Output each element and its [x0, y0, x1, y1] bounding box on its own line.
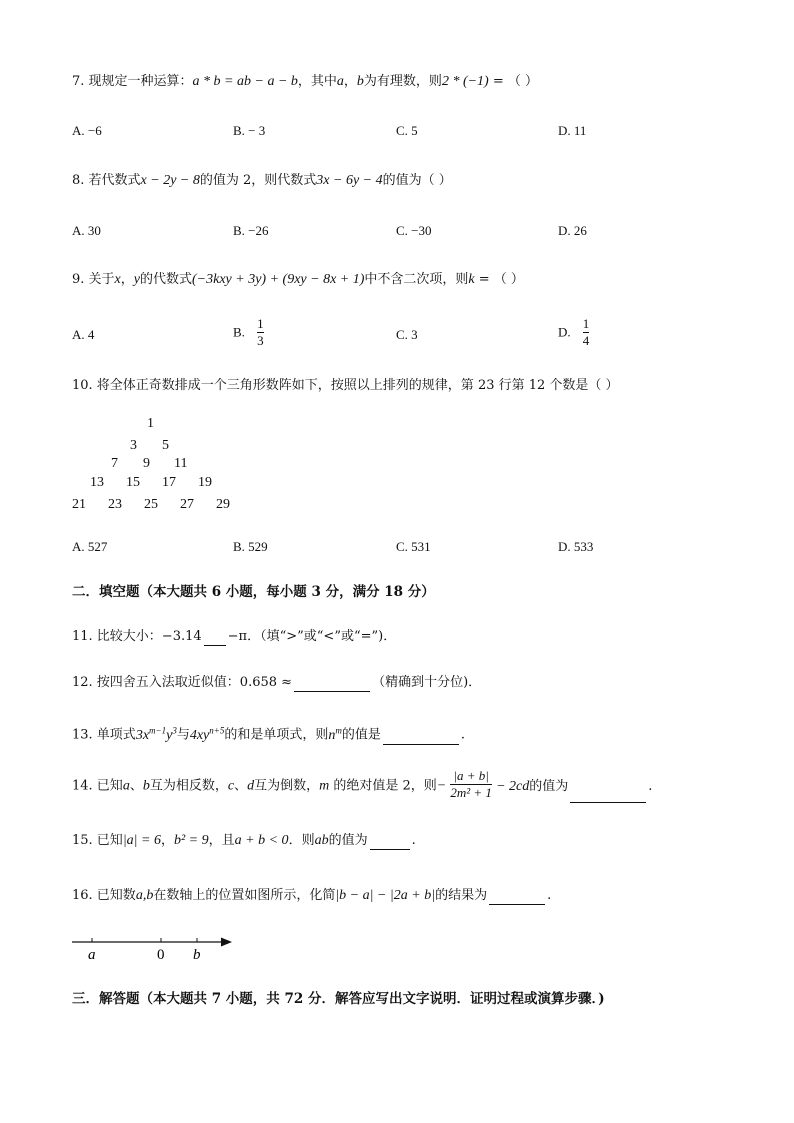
triangle-number: 19 — [198, 475, 212, 490]
q14-var-a: a — [122, 778, 130, 794]
q13-m-exp: m — [335, 725, 342, 735]
q13-text: . — [460, 727, 466, 743]
q13-m1-exp: m−1 — [149, 725, 167, 735]
q7-option-d: D. 11 — [558, 123, 587, 138]
q11-text: 11. 比较大小：−3.14 — [72, 629, 202, 644]
q16-vars: a,b — [135, 888, 154, 903]
q14-text: 、 — [129, 778, 143, 794]
q7-text: 为有理数，则 — [363, 74, 442, 89]
q9-var-k: k — [468, 272, 475, 287]
label-a: a — [88, 947, 96, 963]
q7-text: ，其中 — [297, 74, 337, 89]
triangle-row-3 — [111, 455, 187, 473]
q16-text: 16. 已知数 — [72, 888, 136, 903]
q8-expr2: 3x − 6y − 4 — [316, 173, 383, 188]
q13-m1-coef: 3x — [135, 727, 150, 743]
triangle-row-4 — [90, 474, 212, 492]
q8-option-b: B. −26 — [233, 223, 269, 238]
q8-expr1: x − 2y − 8 — [140, 173, 200, 188]
question-12 — [72, 674, 481, 692]
label-0: 0 — [157, 947, 165, 963]
triangle-number: 1 — [147, 416, 154, 431]
q14-text: 互为倒数， — [254, 778, 320, 794]
answer-blank[interactable] — [570, 788, 646, 803]
q9-var-x: x — [114, 272, 121, 287]
q16-text: 在数轴上的位置如图所示，化简 — [153, 888, 336, 903]
triangle-number: 23 — [108, 497, 122, 512]
q10-option-c: C. 531 — [396, 539, 431, 554]
fraction-denominator: 3 — [257, 333, 264, 348]
q14-fraction — [450, 768, 492, 801]
q7-var-b: b — [356, 74, 364, 89]
triangle-number: 9 — [143, 456, 150, 471]
q13-m1-yexp: 3 — [172, 725, 177, 735]
triangle-number: 17 — [162, 475, 176, 490]
q9-expr: (−3kxy + 3y) + (9xy − 8x + 1) — [192, 272, 365, 287]
q15-text: ．则 — [288, 833, 315, 848]
triangle-row-1 — [147, 415, 154, 433]
q10-option-a: A. 527 — [72, 539, 108, 554]
q13-m2-coef: 4xy — [189, 727, 210, 743]
q8-text: 的值为（ ） — [382, 173, 452, 188]
q7-text: = （ ） — [488, 74, 539, 89]
fraction-denominator: 2m² + 1 — [450, 785, 492, 800]
answer-blank[interactable] — [383, 730, 459, 745]
triangle-row-2 — [130, 437, 169, 455]
question-15 — [72, 832, 416, 850]
q14-var-d: d — [247, 778, 255, 794]
triangle-number: 29 — [216, 497, 230, 512]
q14-text: 的绝对值是 2，则 — [329, 778, 437, 794]
q13-nm — [328, 725, 342, 743]
fraction-numerator: 1 — [582, 316, 590, 331]
q15-expr-ab: ab — [314, 833, 329, 848]
q7-text: ， — [343, 74, 357, 89]
q15-text: ，且 — [208, 833, 235, 848]
q10-option-b: B. 529 — [233, 539, 268, 554]
fraction-numerator: 1 — [257, 316, 264, 331]
q12-text: 12. 按四舍五入法取近似值：0.658 ≈ — [72, 675, 293, 690]
question-10-stem: 10. 将全体正奇数排成一个三角形数阵如下，按照以上排列的规律，第 23 行第 12 个数是（ ） — [72, 378, 619, 393]
q8-text: 的值为 2，则代数式 — [199, 173, 317, 188]
q7-option-a: A. −6 — [72, 123, 102, 138]
q9-var-y: y — [133, 272, 140, 287]
q9-option-b — [233, 316, 264, 349]
q9-option-d-fraction — [583, 316, 590, 349]
answer-blank[interactable] — [489, 890, 545, 905]
q9-option-d — [558, 316, 589, 349]
q7-option-b: B. − 3 — [233, 123, 266, 138]
q9-text: 中不含二次项，则 — [364, 272, 469, 287]
question-13 — [72, 721, 465, 745]
q9-option-c: C. 3 — [396, 327, 418, 342]
q14-text: 的值为 — [529, 778, 569, 794]
label-b: b — [193, 947, 201, 963]
q16-text: . — [547, 888, 552, 903]
q16-expr: |b − a| − |2a + b| — [335, 888, 436, 903]
q9-option-b-label: B. — [233, 324, 245, 340]
triangle-number: 3 — [130, 438, 137, 453]
triangle-number: 21 — [72, 497, 86, 512]
q15-text: 15. 已知 — [72, 833, 123, 848]
q15-text: 的值为 — [328, 833, 368, 848]
fraction-denominator: 4 — [582, 333, 590, 348]
answer-blank[interactable] — [204, 631, 226, 646]
q13-monomial-2 — [189, 725, 225, 743]
q14-text: 、 — [234, 778, 248, 794]
question-9-stem — [72, 271, 524, 289]
q14-text: . — [648, 778, 653, 794]
triangle-row-5 — [72, 496, 230, 514]
number-line-figure — [66, 930, 246, 970]
q8-option-d: D. 26 — [558, 223, 587, 238]
number-line-arrow — [221, 938, 232, 947]
q8-option-c: C. −30 — [396, 223, 432, 238]
q13-m1-y: y — [166, 727, 173, 743]
section-3-title: 三．解答题（本大题共 7 小题，共 72 分．解答应写出文字说明．证明过程或演算步骤．) — [72, 991, 605, 1007]
q13-text: 的和是单项式，则 — [224, 727, 329, 743]
q13-n: n — [328, 727, 336, 743]
q9-text: = （ ） — [474, 272, 524, 287]
fraction-numerator: |a + b| — [453, 768, 489, 783]
q14-text: 14. 已知 — [72, 778, 123, 794]
q14-var-m: m — [319, 778, 330, 794]
q13-text: 13. 单项式 — [72, 727, 136, 743]
q9-text: ， — [120, 272, 134, 287]
q15-expr-b-squared: b² = 9 — [173, 833, 209, 848]
question-11 — [72, 628, 396, 646]
section-2-title: 二．填空题（本大题共 6 小题，每小题 3 分，满分 18 分） — [72, 584, 435, 600]
q7-formula: a * b = ab − a − b — [192, 74, 298, 89]
q13-text: 与 — [176, 727, 190, 743]
q10-option-d: D. 533 — [558, 539, 594, 554]
triangle-number: 7 — [111, 456, 118, 471]
q7-expr: 2 * (−1) — [441, 74, 489, 89]
q7-option-c: C. 5 — [396, 123, 418, 138]
triangle-number: 13 — [90, 475, 104, 490]
answer-blank[interactable] — [294, 677, 370, 692]
q14-tail-expr: − 2cd — [496, 778, 530, 794]
q14-var-b: b — [142, 778, 150, 794]
q9-option-b-fraction — [257, 316, 264, 349]
q13-monomial-1 — [135, 725, 177, 743]
q13-text: 的值是 — [341, 727, 381, 743]
q14-var-c: c — [227, 778, 235, 794]
triangle-number: 27 — [180, 497, 194, 512]
triangle-number: 25 — [144, 497, 158, 512]
question-14 — [72, 768, 652, 801]
q12-text: （精确到十分位)． — [372, 675, 482, 690]
q8-option-a: A. 30 — [72, 223, 101, 238]
answer-blank[interactable] — [370, 835, 410, 850]
question-8-stem — [72, 172, 452, 190]
q9-text: 的代数式 — [140, 272, 193, 287]
q14-text: 互为相反数， — [149, 778, 228, 794]
q11-text: −π．（填“>”或“<”或“=”)． — [227, 629, 397, 644]
q14-minus: − — [436, 778, 447, 794]
q7-var-a: a — [336, 74, 344, 89]
q13-m2-exp: n+5 — [209, 725, 225, 735]
triangle-number: 5 — [162, 438, 169, 453]
question-7-stem — [72, 73, 538, 91]
triangle-number: 11 — [174, 456, 188, 471]
q15-expr-sum: a + b < 0 — [234, 833, 289, 848]
q15-text: . — [411, 833, 416, 848]
triangle-number: 15 — [126, 475, 140, 490]
q9-option-a: A. 4 — [72, 327, 95, 342]
q9-text: 9. 关于 — [72, 272, 115, 287]
q8-text: 8. 若代数式 — [72, 173, 141, 188]
q9-option-d-label: D. — [558, 324, 571, 340]
question-16 — [72, 887, 551, 905]
q7-text: 7. 现规定一种运算： — [72, 74, 193, 89]
q15-text: ， — [160, 833, 174, 848]
q15-expr-abs-a: |a| = 6 — [122, 833, 161, 848]
q16-text: 的结果为 — [435, 888, 488, 903]
